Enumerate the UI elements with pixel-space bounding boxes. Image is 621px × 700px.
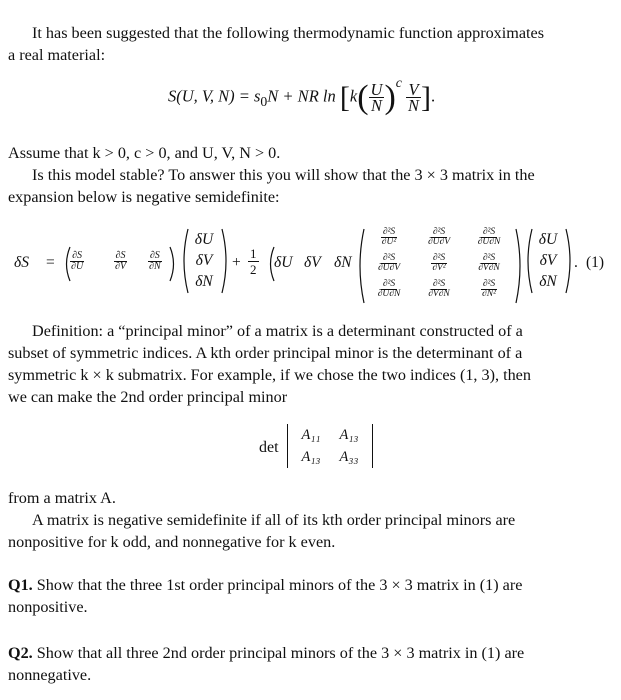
hess-32 <box>414 276 464 302</box>
semidef-line-1: A matrix is negative semidefinite if all of its kth order principal minors are <box>32 511 516 529</box>
semidefinite-paragraph <box>8 487 612 553</box>
frac2-num: V <box>406 82 421 98</box>
half-den: 2 <box>250 262 257 277</box>
hess-23-den: ∂V∂N <box>478 262 500 273</box>
paren-open: ( <box>357 78 369 116</box>
equation-number: (1) <box>586 254 605 271</box>
bracket-close: ] <box>421 80 432 114</box>
hess-32-den: ∂V∂N <box>428 288 450 299</box>
intro-line-1: It has been suggested that the following thermodynamic function approximates <box>32 24 545 42</box>
hess-21 <box>364 250 414 276</box>
det-a11: A₁₁ <box>301 427 321 443</box>
q1-line-2: nonpositive. <box>8 598 88 616</box>
grad-du <box>70 250 84 272</box>
vec1-dn: δN <box>195 273 213 290</box>
definition-paragraph <box>8 320 612 408</box>
q1-line-1 <box>8 574 612 596</box>
hess-12 <box>414 224 464 250</box>
frac1-num: U <box>370 80 383 100</box>
hess-32-num: ∂²S <box>432 278 446 289</box>
hess-12-den: ∂U∂V <box>427 236 451 247</box>
hess-31-num: ∂²S <box>382 278 396 289</box>
vec2-paren-right <box>564 228 574 294</box>
assume-line-3: expansion below is negative semidefinite: <box>8 188 280 206</box>
assume-line-2: Is this model stable? To answer this you will show that the 3 × 3 matrix in the <box>32 166 535 184</box>
hess-33 <box>464 276 514 302</box>
equals-sign: = <box>46 254 55 271</box>
hess-13-num: ∂²S <box>482 226 496 237</box>
frac-v-over-n <box>406 80 421 116</box>
eq-k: k <box>349 86 358 106</box>
question-2 <box>8 642 612 686</box>
question-1 <box>8 574 612 618</box>
eq-lhs-sub: 0 <box>260 93 268 109</box>
plus-sign: + <box>232 254 241 271</box>
eq-lhs: S(U, V, N) = s <box>168 86 261 106</box>
vec1-dv: δV <box>195 252 213 269</box>
det-a33: A₃₃ <box>339 449 359 465</box>
eq-mid: N + NR ln <box>267 86 336 106</box>
grad-dv-den: ∂V <box>115 260 127 272</box>
vec2-dn: δN <box>539 273 557 290</box>
hess-21-den: ∂U∂V <box>377 262 401 273</box>
hess-22-den: ∂V² <box>432 262 446 273</box>
hess-31 <box>364 276 414 302</box>
expansion-equation <box>8 224 620 304</box>
hess-33-den: ∂N² <box>482 288 496 299</box>
hess-22-num: ∂²S <box>432 252 446 263</box>
intro-line-2: a real material: <box>8 46 106 64</box>
eq-tail-period: . <box>574 254 578 271</box>
hess-paren-right <box>514 228 524 304</box>
vec1-du: δU <box>194 231 214 248</box>
grad-dn <box>148 250 162 272</box>
det-a13-bottom: A₁₃ <box>301 449 321 465</box>
frac-u-over-n <box>369 80 385 116</box>
intro-paragraph <box>8 22 612 66</box>
grad-dv-num: ∂S <box>115 249 126 261</box>
q1-label: Q1. <box>8 576 33 594</box>
grad-dn-num: ∂S <box>149 249 160 261</box>
entropy-equation <box>168 75 436 116</box>
row-dn: δN <box>334 254 352 271</box>
half-num: 1 <box>250 246 257 261</box>
hess-11-num: ∂²S <box>382 226 396 237</box>
vec2-du: δU <box>538 231 558 248</box>
column-vector-1 <box>188 230 220 292</box>
eq-end: . <box>431 86 436 106</box>
grad-paren-right <box>168 246 178 282</box>
grad-dv <box>114 250 127 272</box>
q2-line-1 <box>8 642 612 664</box>
q1-text-1: Show that the three 1st order principal minors of the 3 × 3 matrix in (1) are <box>36 576 523 594</box>
q2-label: Q2. <box>8 644 33 662</box>
hessian-matrix <box>364 224 514 302</box>
delta-s: δS <box>14 254 29 271</box>
hess-23 <box>464 250 514 276</box>
bracket-open: [ <box>339 80 350 114</box>
hess-23-num: ∂²S <box>482 252 496 263</box>
definition-line-4: we can make the 2nd order principal minor <box>8 388 288 406</box>
det-a13-top: A₁₃ <box>339 427 359 443</box>
hess-11 <box>364 224 414 250</box>
definition-line-3: symmetric k × k submatrix. For example, if we chose the two indices (1, 3), then <box>8 366 531 384</box>
row-dv: δV <box>304 254 321 271</box>
assume-line-1: Assume that k > 0, c > 0, and U, V, N > 0. <box>8 144 281 162</box>
hess-13-den: ∂U∂N <box>477 236 501 247</box>
hess-11-den: ∂U² <box>381 236 397 247</box>
hess-22 <box>414 250 464 276</box>
vec1-paren-right <box>220 228 230 294</box>
assume-paragraph <box>8 142 612 208</box>
grad-dn-den: ∂N <box>149 260 161 272</box>
definition-line-1: Definition: a “principal minor” of a matrix is a determinant constructed of a <box>32 322 523 340</box>
frac2-den: N <box>408 96 420 116</box>
column-vector-2 <box>532 230 564 292</box>
hess-33-num: ∂²S <box>482 278 496 289</box>
hess-31-den: ∂U∂N <box>377 288 401 299</box>
paren-close: ) <box>384 78 396 116</box>
frac1-den: N <box>370 96 382 116</box>
vec2-dv: δV <box>539 252 557 269</box>
definition-line-2: subset of symmetric indices. A kth order principal minor is the determinant of a <box>8 344 523 362</box>
det-matrix <box>287 424 373 468</box>
semidef-line-2: nonpositive for k odd, and nonnegative for k even. <box>8 533 336 551</box>
q2-text-1: Show that all three 2nd order principal minors of the 3 × 3 matrix in (1) are <box>36 644 525 662</box>
q2-line-2: nonnegative. <box>8 666 92 684</box>
from-matrix-line: from a matrix A. <box>8 489 116 507</box>
eq-exp: c <box>395 75 402 90</box>
hess-21-num: ∂²S <box>382 252 396 263</box>
grad-du-den: ∂U <box>71 260 84 272</box>
hess-12-num: ∂²S <box>432 226 446 237</box>
grad-du-num: ∂S <box>70 251 84 262</box>
hess-13 <box>464 224 514 250</box>
one-half <box>248 246 259 277</box>
row-du: δU <box>274 254 293 271</box>
det-label: det <box>259 439 279 456</box>
